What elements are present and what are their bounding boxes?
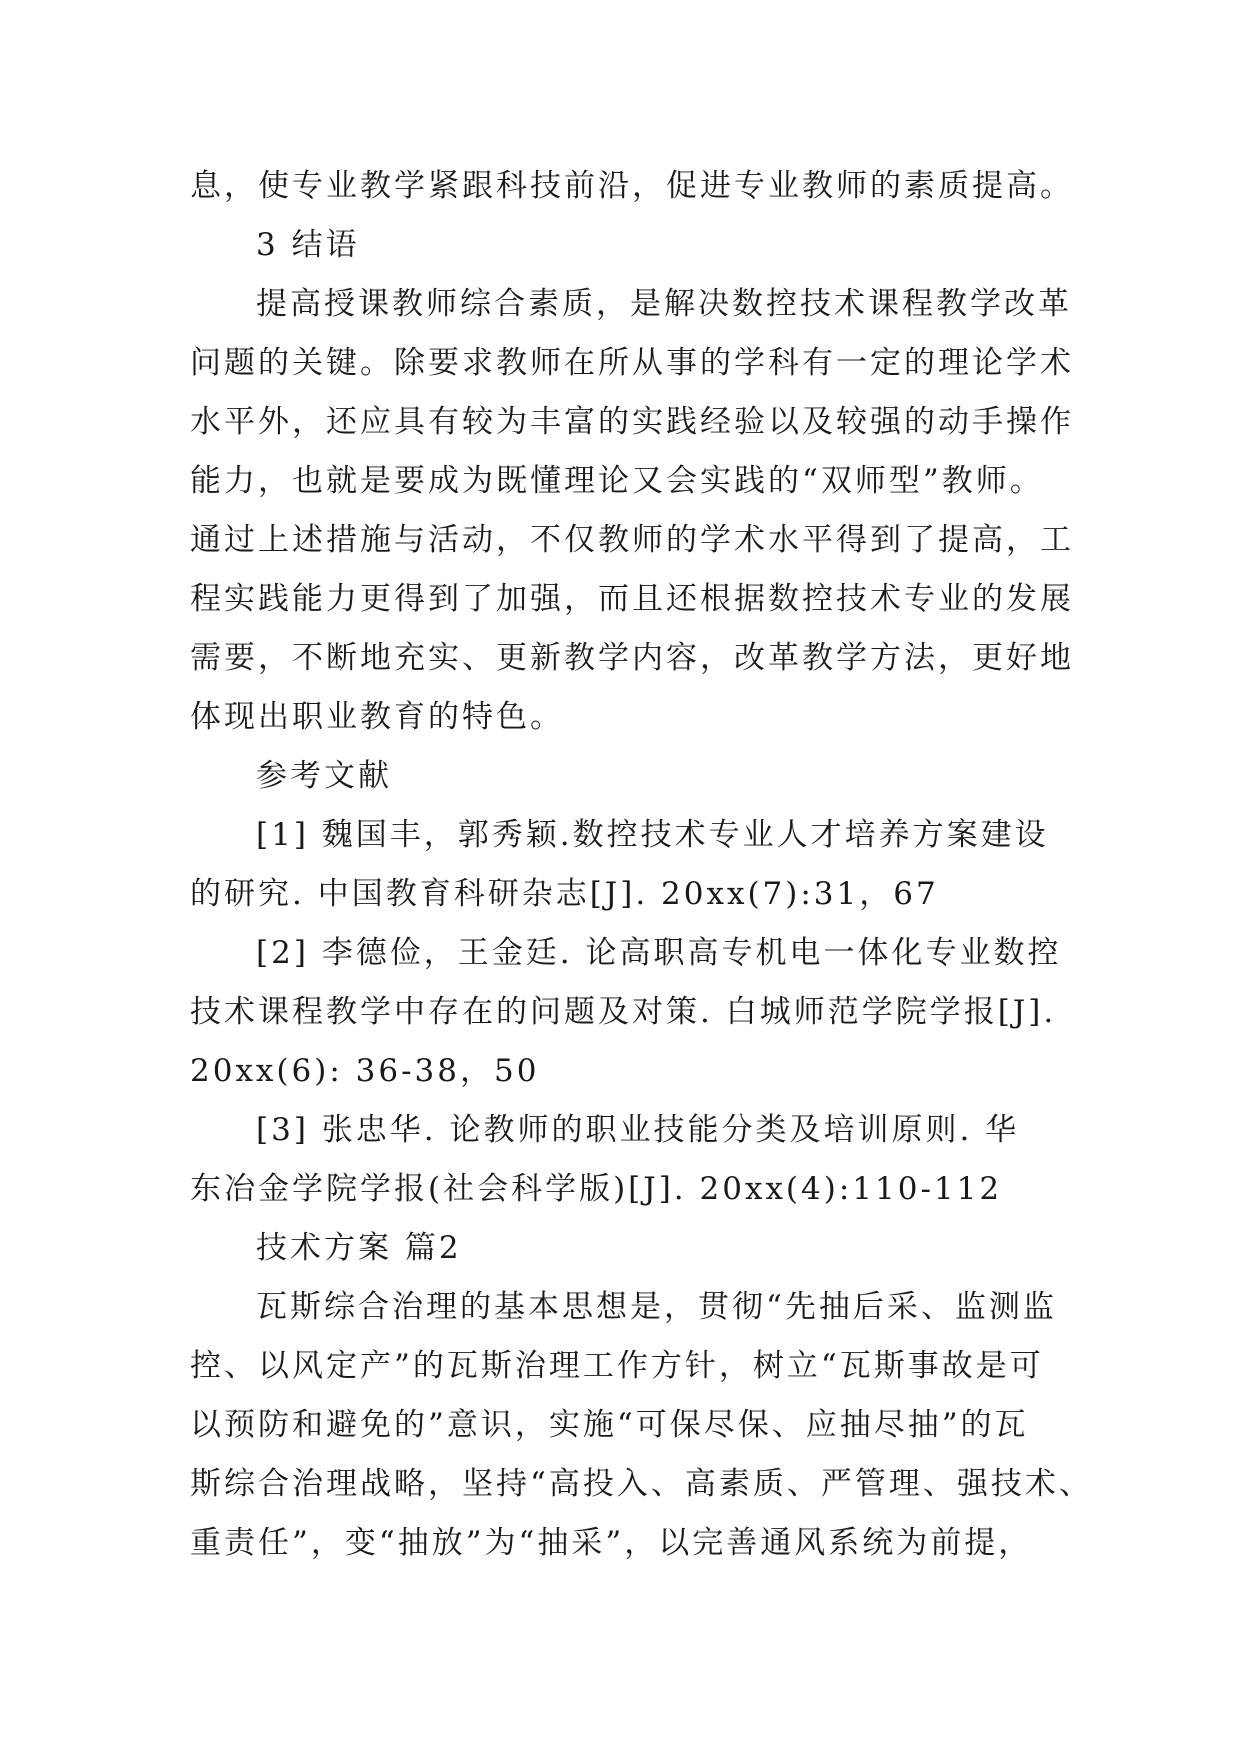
paragraph-line: 斯综合治理战略，坚持“高投入、高素质、严管理、强技术、: [190, 1466, 1093, 1502]
paragraph-line: 通过上述措施与活动，不仅教师的学术水平得到了提高，工: [190, 522, 1074, 558]
reference-line: [1] 魏国丰，郭秀颖.数控技术专业人才培养方案建设: [256, 817, 1049, 853]
paragraph-line: 水平外，还应具有较为丰富的实践经验以及较强的动手操作: [190, 404, 1074, 440]
paragraph-line: 问题的关键。除要求教师在所从事的学科有一定的理论学术: [190, 345, 1074, 381]
section-heading: 3 结语: [256, 227, 360, 263]
reference-line: 的研究. 中国教育科研杂志[J]. 20xx(7):31，67: [190, 876, 939, 912]
paragraph-line: 程实践能力更得到了加强，而且还根据数控技术专业的发展: [190, 581, 1074, 617]
paragraph-line: 能力，也就是要成为既懂理论又会实践的“双师型”教师。: [190, 463, 1044, 499]
references-heading: 参考文献: [256, 758, 392, 794]
reference-line: 技术课程教学中存在的问题及对策. 白城师范学院学报[J].: [190, 994, 1057, 1030]
reference-line: [2] 李德俭，王金廷. 论高职高专机电一体化专业数控: [256, 935, 1062, 971]
paragraph-line: 提高授课教师综合素质，是解决数控技术课程教学改革: [256, 286, 1072, 322]
paragraph-line: 以预防和避免的”意识，实施“可保尽保、应抽尽抽”的瓦: [190, 1407, 1029, 1443]
section-heading: 技术方案 篇2: [256, 1230, 462, 1266]
paragraph-line: 需要，不断地充实、更新教学内容，改革教学方法，更好地: [190, 640, 1074, 676]
paragraph-line: 控、以风定产”的瓦斯治理工作方针，树立“瓦斯事故是可: [190, 1348, 1044, 1384]
reference-line: 20xx(6): 36-38，50: [190, 1053, 540, 1089]
paragraph-line: 重责任”，变“抽放”为“抽采”，以完善通风系统为前提，: [190, 1525, 1033, 1561]
reference-line: [3] 张忠华. 论教师的职业技能分类及培训原则. 华: [256, 1112, 1020, 1148]
paragraph-line: 息，使专业教学紧跟科技前沿，促进专业教师的素质提高。: [190, 168, 1074, 204]
reference-line: 东冶金学院学报(社会科学版)[J]. 20xx(4):110-112: [190, 1171, 1003, 1207]
paragraph-line: 体现出职业教育的特色。: [190, 699, 564, 735]
paragraph-line: 瓦斯综合治理的基本思想是，贯彻“先抽后采、监测监: [256, 1289, 1057, 1325]
